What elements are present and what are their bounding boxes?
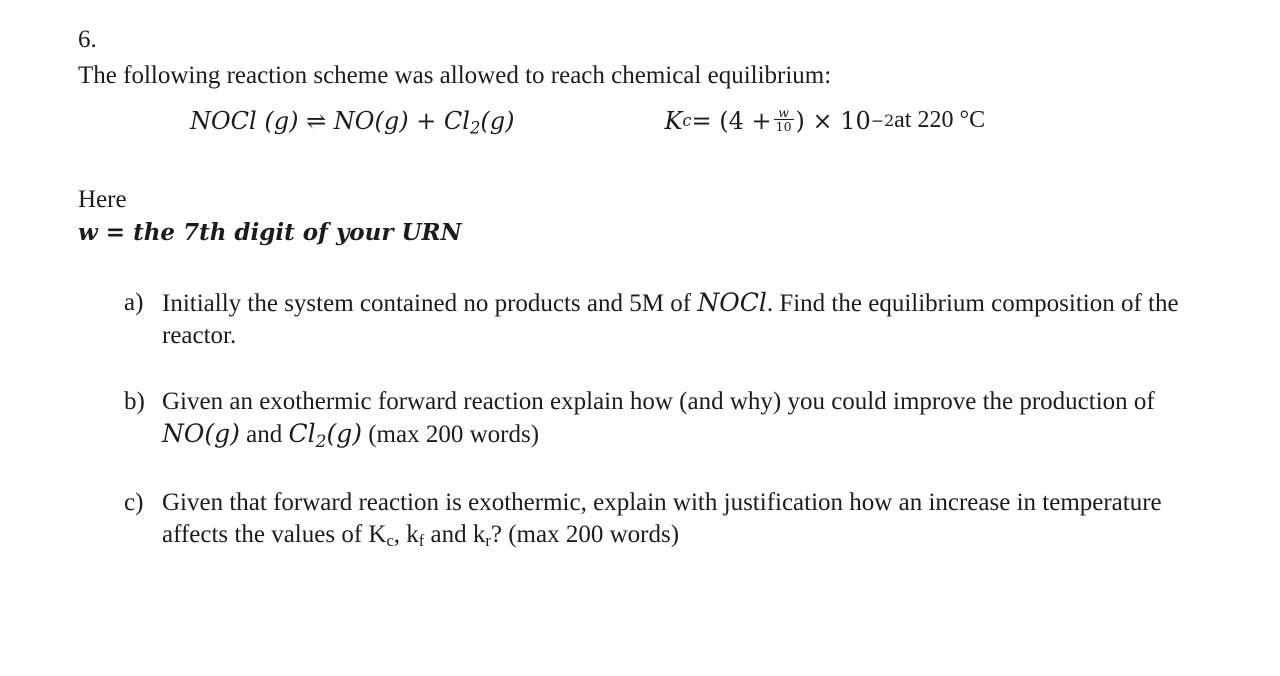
equation-row xyxy=(78,107,1220,138)
question-parts xyxy=(78,287,1220,552)
fraction-numerator: w xyxy=(778,105,789,121)
part-b-math-2-tail: (g) xyxy=(326,418,362,448)
kc-equals: = (4 + xyxy=(691,106,772,135)
kc-symbol: K xyxy=(664,106,683,135)
kc-exponent: −2 xyxy=(870,111,895,131)
part-label-b: b) xyxy=(124,387,145,415)
w-over-ten-fraction xyxy=(774,106,794,133)
reaction-equation xyxy=(190,107,514,138)
part-c-text-4: ? (max 200 words) xyxy=(490,521,680,549)
part-label-a: a) xyxy=(124,288,144,316)
list-item xyxy=(124,386,1220,454)
part-b-text-3: (max 200 words) xyxy=(361,420,540,448)
list-item xyxy=(124,487,1220,551)
here-label: Here xyxy=(78,186,127,214)
part-c-sub-1: c xyxy=(386,531,394,551)
question-intro: The following reaction scheme was allowed to reach chemical equilibrium: xyxy=(78,61,832,89)
part-a-text-2: . Find the equilibrium composition of the reactor. xyxy=(162,289,1179,349)
part-c-sub-2: f xyxy=(418,531,425,551)
part-b-math-2: Cl xyxy=(288,418,316,448)
reaction-subscript: 2 xyxy=(469,118,481,138)
part-text-c xyxy=(162,487,1220,551)
kc-expression xyxy=(664,107,985,135)
part-c-text-1: Given that forward reaction is exothermic, explain with justification how an increase in temperature affects the values of K xyxy=(162,489,1162,549)
w-definition: w = the 7th digit of your URN xyxy=(78,219,462,247)
kc-close: ) × 10 xyxy=(795,106,871,135)
reaction-main: NOCl (g) ⇌ NO(g) + Cl xyxy=(190,106,470,135)
list-item xyxy=(124,287,1220,352)
part-c-sub-3: r xyxy=(485,531,491,551)
question-number: 6. xyxy=(78,26,97,53)
part-b-math-2-subscript: 2 xyxy=(315,431,327,452)
part-c-text-3: and k xyxy=(424,521,486,549)
kc-temperature: at 220 °C xyxy=(894,107,986,134)
part-b-text-2: and xyxy=(239,420,289,448)
kc-subscript: c xyxy=(682,111,692,131)
part-label-c: c) xyxy=(124,489,144,517)
part-text-b xyxy=(162,386,1220,454)
part-a-text-1: Initially the system contained no products and 5M of xyxy=(162,289,698,317)
fraction-denominator: 10 xyxy=(775,119,792,135)
part-a-math-1: NOCl xyxy=(697,287,767,317)
part-b-text-1: Given an exothermic forward reaction explain how (and why) you could improve the production of xyxy=(162,387,1155,415)
part-text-a xyxy=(162,287,1220,352)
part-b-math-1: NO(g) xyxy=(162,418,240,448)
part-c-text-2: , k xyxy=(393,521,419,549)
reaction-tail: (g) xyxy=(480,106,515,135)
